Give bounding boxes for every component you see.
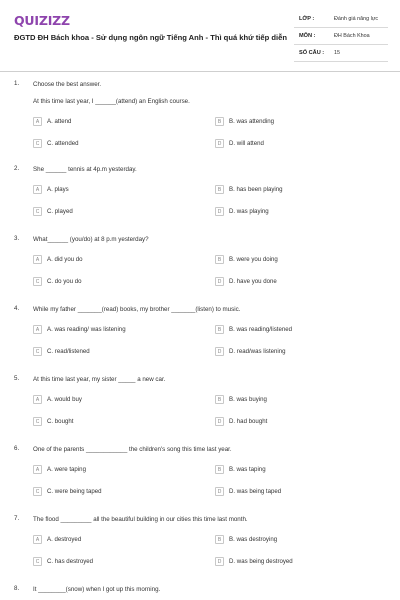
option-letter-box: A [33,325,42,334]
option-text: C. has destroyed [47,558,94,565]
question-stem [33,585,383,594]
question-stem [33,235,383,244]
question-number: 8. [14,585,20,592]
meta-row-count [294,45,388,62]
option-text: D. was being destroyed [229,558,293,565]
question-number: 7. [14,515,20,522]
option-text: C. were being taped [47,488,102,495]
meta-value: ĐH Bách Khoa [334,33,370,39]
question-number: 3. [14,235,20,242]
worksheet-header [0,0,400,72]
option-letter-box: D [215,487,224,496]
option-text: A. attend [47,118,72,125]
option-text: A. were taping [47,466,86,473]
option-letter-box: D [215,347,224,356]
meta-value: Đánh giá năng lực [334,16,379,22]
meta-key: SỐ CÂU : [299,50,325,56]
option-letter-box: A [33,185,42,194]
option-letter-box: A [33,395,42,404]
question-stem [33,165,383,174]
option-text: B. was buying [229,396,267,403]
question-number: 6. [14,445,20,452]
option-letter-box: B [215,117,224,126]
option-letter-box: B [215,465,224,474]
option-letter-box: B [215,255,224,264]
option-letter-box: C [33,557,42,566]
option-text: D. was being taped [229,488,282,495]
option-text: C. read/listened [47,348,90,355]
option-letter-box: D [215,557,224,566]
option-text: D. had bought [229,418,268,425]
option-letter-box: D [215,207,224,216]
option-letter-box: B [215,535,224,544]
header-divider [0,71,400,72]
meta-key: LỚP : [299,16,315,22]
option-letter-box: B [215,395,224,404]
question-number: 2. [14,165,20,172]
question-stem-line: It ________(snow) when I got up this morning. [33,586,161,593]
question-stem-line: Choose the best answer. [33,81,102,88]
option-text: A. was reading/ was listening [47,326,126,333]
question-stem [33,445,383,454]
option-letter-box: B [215,185,224,194]
option-text: D. was playing [229,208,269,215]
option-text: C. bought [47,418,74,425]
option-letter-box: A [33,535,42,544]
option-text: C. played [47,208,73,215]
meta-table [294,11,388,62]
option-letter-box: A [33,117,42,126]
question-stem-line: At this time last year, my sister _____ a new car. [33,376,166,383]
question-stem [33,80,383,106]
option-letter-box: C [33,277,42,286]
option-letter-box: B [215,325,224,334]
option-text: B. was taping [229,466,266,473]
option-letter-box: C [33,487,42,496]
option-text: B. was reading/listened [229,326,293,333]
option-letter-box: C [33,207,42,216]
option-text: D. have you done [229,278,277,285]
option-text: A. destroyed [47,536,82,543]
meta-value: 15 [334,50,340,56]
question-stem [33,515,383,524]
option-text: A. plays [47,186,69,193]
option-letter-box: C [33,347,42,356]
option-text: B. was attending [229,118,275,125]
option-letter-box: A [33,255,42,264]
question-number: 5. [14,375,20,382]
question-stem-line: At this time last year, I ______(attend) an English course. [33,98,190,105]
meta-row-class [294,11,388,28]
option-text: A. did you do [47,256,83,263]
option-letter-box: D [215,277,224,286]
question-number: 1. [14,80,20,87]
option-letter-box: D [215,139,224,148]
meta-key: MÔN : [299,33,316,39]
question-stem-line: One of the parents ____________ the children's song this time last year. [33,446,232,453]
meta-row-subject [294,28,388,45]
question-stem-line: What______ (you/do) at 8 p.m yesterday? [33,236,149,243]
option-text: D. will attend [229,140,264,147]
quizizz-logo: QUIZIZZ [14,13,70,28]
option-text: D. read/was listening [229,348,286,355]
option-letter-box: C [33,139,42,148]
option-letter-box: C [33,417,42,426]
option-text: B. were you doing [229,256,278,263]
option-text: B. was destroying [229,536,278,543]
option-text: B. has been playing [229,186,283,193]
option-text: C. attended [47,140,79,147]
question-stem-line: While my father _______(read) books, my brother _______(listen) to music. [33,306,241,313]
question-stem-line: The flood _________ all the beautiful building in our cities this time last month. [33,516,248,523]
option-text: C. do you do [47,278,82,285]
option-letter-box: A [33,465,42,474]
question-stem [33,305,383,314]
question-number: 4. [14,305,20,312]
question-stem-line: She ______ tennis at 4p.m yesterday. [33,166,137,173]
worksheet-title: ĐGTD ĐH Bách khoa - Sử dụng ngôn ngữ Tiếng Anh - Thì quá khứ tiếp diễn [14,33,287,42]
question-stem [33,375,383,384]
option-text: A. would buy [47,396,82,403]
option-letter-box: D [215,417,224,426]
